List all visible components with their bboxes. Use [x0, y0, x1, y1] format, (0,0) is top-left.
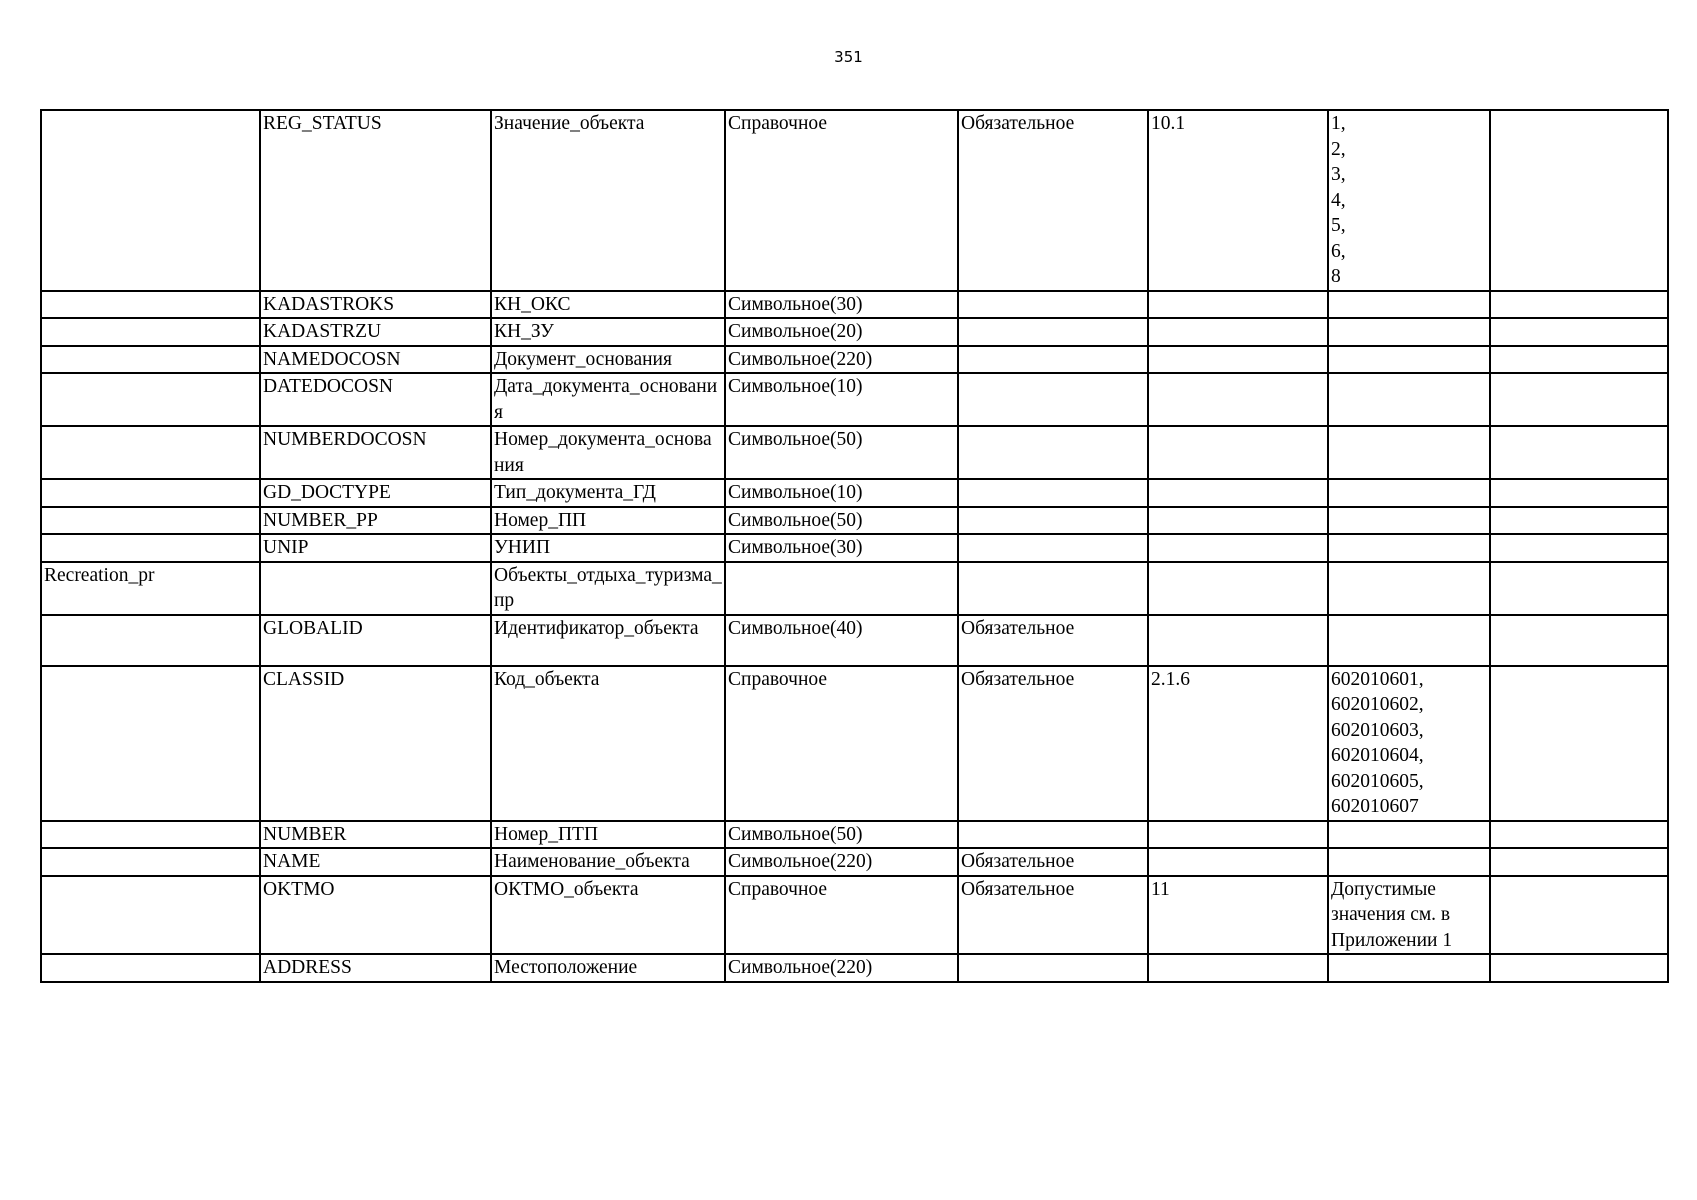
cell-value-line: 4, [1331, 189, 1346, 211]
cell-ref [1148, 507, 1328, 535]
cell-layer [41, 876, 260, 955]
cell-required [958, 507, 1148, 535]
cell-required: Обязательное [958, 876, 1148, 955]
cell-type: Справочное [725, 110, 958, 291]
cell-type: Символьное(50) [725, 426, 958, 479]
cell-required: Обязательное [958, 110, 1148, 291]
cell-alias: УНИП [491, 534, 725, 562]
cell-type: Символьное(220) [725, 954, 958, 982]
cell-field: REG_STATUS [260, 110, 491, 291]
table-row [41, 821, 1668, 849]
cell-required [958, 318, 1148, 346]
cell-values [1328, 848, 1490, 876]
cell-values [1328, 876, 1490, 955]
cell-ref: 10.1 [1148, 110, 1328, 291]
table-row [41, 426, 1668, 479]
cell-type: Символьное(40) [725, 615, 958, 666]
cell-field: DATEDOCOSN [260, 373, 491, 426]
cell-type: Символьное(50) [725, 821, 958, 849]
cell-layer [41, 534, 260, 562]
cell-alias: Код_объекта [491, 666, 725, 821]
cell-layer [41, 821, 260, 849]
cell-alias: Дата_документа_основания [491, 373, 725, 426]
cell-note [1490, 562, 1668, 615]
cell-type: Справочное [725, 666, 958, 821]
cell-values [1328, 479, 1490, 507]
cell-field: NUMBER_PP [260, 507, 491, 535]
cell-value-line: 3, [1331, 164, 1346, 185]
cell-values [1328, 426, 1490, 479]
table-row [41, 954, 1668, 982]
cell-alias: ОКТМО_объекта [491, 876, 725, 955]
cell-value-line: 602010602, [1331, 694, 1424, 715]
cell-field: UNIP [260, 534, 491, 562]
cell-note [1490, 666, 1668, 821]
cell-values [1328, 373, 1490, 426]
cell-required [958, 954, 1148, 982]
cell-note [1490, 110, 1668, 291]
cell-value-line: 602010604, [1331, 745, 1424, 766]
cell-type [725, 562, 958, 615]
table-body [41, 110, 1668, 982]
cell-type: Символьное(30) [725, 534, 958, 562]
cell-type: Символьное(10) [725, 479, 958, 507]
cell-alias: КН_ЗУ [491, 318, 725, 346]
cell-field: KADASTROKS [260, 291, 491, 319]
cell-field: GD_DOCTYPE [260, 479, 491, 507]
cell-required [958, 426, 1148, 479]
cell-values [1328, 507, 1490, 535]
cell-ref [1148, 426, 1328, 479]
cell-field: NAMEDOCOSN [260, 346, 491, 374]
cell-required: Обязательное [958, 666, 1148, 821]
table-row [41, 848, 1668, 876]
cell-note [1490, 876, 1668, 955]
table-row [41, 534, 1668, 562]
cell-value-line: 6, [1331, 240, 1346, 262]
cell-field: GLOBALID [260, 615, 491, 666]
cell-value-line: 602010603, [1331, 719, 1424, 741]
cell-alias: Тип_документа_ГД [491, 479, 725, 507]
table-row [41, 876, 1668, 955]
cell-note [1490, 318, 1668, 346]
cell-note [1490, 479, 1668, 507]
cell-layer [41, 954, 260, 982]
table-row [41, 666, 1668, 821]
cell-value-line: 1, [1331, 113, 1346, 134]
cell-alias: Наименование_объекта [491, 848, 725, 876]
cell-ref [1148, 615, 1328, 666]
cell-alias: Документ_основания [491, 346, 725, 374]
cell-value-line: 602010601, [1331, 668, 1424, 690]
cell-field: NAME [260, 848, 491, 876]
cell-values [1328, 821, 1490, 849]
cell-layer [41, 373, 260, 426]
cell-ref [1148, 562, 1328, 615]
cell-alias: Значение_объекта [491, 110, 725, 291]
cell-layer [41, 479, 260, 507]
table-row [41, 373, 1668, 426]
cell-layer [41, 110, 260, 291]
cell-field: KADASTRZU [260, 318, 491, 346]
cell-alias: Объекты_отдыха_туризма_пр [491, 562, 725, 615]
cell-ref [1148, 848, 1328, 876]
cell-note [1490, 346, 1668, 374]
cell-alias: Номер_документа_основания [491, 426, 725, 479]
cell-required [958, 479, 1148, 507]
cell-layer [41, 666, 260, 821]
cell-note [1490, 507, 1668, 535]
cell-note [1490, 373, 1668, 426]
cell-alias: Номер_ПП [491, 507, 725, 535]
cell-type: Символьное(220) [725, 346, 958, 374]
cell-ref [1148, 821, 1328, 849]
cell-ref [1148, 954, 1328, 982]
cell-required [958, 291, 1148, 319]
cell-note [1490, 615, 1668, 666]
cell-values [1328, 562, 1490, 615]
cell-layer [41, 346, 260, 374]
table-row [41, 479, 1668, 507]
page-number: 351 [834, 48, 863, 66]
cell-note [1490, 291, 1668, 319]
table-row [41, 291, 1668, 319]
cell-note [1490, 848, 1668, 876]
cell-ref: 11 [1148, 876, 1328, 955]
cell-type: Символьное(20) [725, 318, 958, 346]
cell-note [1490, 821, 1668, 849]
cell-required [958, 346, 1148, 374]
cell-note [1490, 954, 1668, 982]
cell-ref [1148, 479, 1328, 507]
cell-values [1328, 666, 1490, 821]
cell-layer: Recreation_pr [41, 562, 260, 615]
cell-type: Справочное [725, 876, 958, 955]
cell-required [958, 534, 1148, 562]
cell-required [958, 821, 1148, 849]
cell-values [1328, 346, 1490, 374]
cell-value-line: Допустимые [1331, 878, 1436, 900]
cell-required [958, 562, 1148, 615]
cell-ref: 2.1.6 [1148, 666, 1328, 821]
cell-required: Обязательное [958, 615, 1148, 666]
cell-values [1328, 110, 1490, 291]
cell-layer [41, 615, 260, 666]
table-row [41, 346, 1668, 374]
cell-field: NUMBER [260, 821, 491, 849]
cell-value-line: 2, [1331, 138, 1346, 160]
table-row [41, 562, 1668, 615]
cell-layer [41, 291, 260, 319]
cell-value-line: Приложении 1 [1331, 929, 1453, 951]
cell-values [1328, 291, 1490, 319]
table-row [41, 110, 1668, 291]
cell-note [1490, 426, 1668, 479]
cell-value-line: 602010605, [1331, 770, 1424, 792]
cell-field: OKTMO [260, 876, 491, 955]
cell-layer [41, 318, 260, 346]
cell-required: Обязательное [958, 848, 1148, 876]
cell-alias: Местоположение [491, 954, 725, 982]
cell-ref [1148, 318, 1328, 346]
cell-value-line: 5, [1331, 215, 1346, 236]
attribute-table [40, 109, 1669, 983]
cell-type: Символьное(10) [725, 373, 958, 426]
cell-type: Символьное(50) [725, 507, 958, 535]
cell-ref [1148, 291, 1328, 319]
cell-field: ADDRESS [260, 954, 491, 982]
cell-alias: Идентификатор_объекта [491, 615, 725, 666]
cell-value-line: 8 [1331, 266, 1341, 287]
cell-type: Символьное(220) [725, 848, 958, 876]
cell-note [1490, 534, 1668, 562]
cell-values [1328, 954, 1490, 982]
cell-required [958, 373, 1148, 426]
cell-value-line: значения см. в [1331, 904, 1451, 925]
cell-values [1328, 534, 1490, 562]
cell-type: Символьное(30) [725, 291, 958, 319]
cell-alias: КН_ОКС [491, 291, 725, 319]
cell-field [260, 562, 491, 615]
cell-values [1328, 318, 1490, 346]
table-row [41, 615, 1668, 666]
cell-layer [41, 507, 260, 535]
cell-field: NUMBERDOCOSN [260, 426, 491, 479]
cell-values [1328, 615, 1490, 666]
cell-ref [1148, 373, 1328, 426]
table-row [41, 507, 1668, 535]
cell-ref [1148, 346, 1328, 374]
cell-value-line: 602010607 [1331, 796, 1419, 817]
cell-alias: Номер_ПТП [491, 821, 725, 849]
table-row [41, 318, 1668, 346]
cell-layer [41, 426, 260, 479]
cell-ref [1148, 534, 1328, 562]
cell-layer [41, 848, 260, 876]
cell-field: CLASSID [260, 666, 491, 821]
